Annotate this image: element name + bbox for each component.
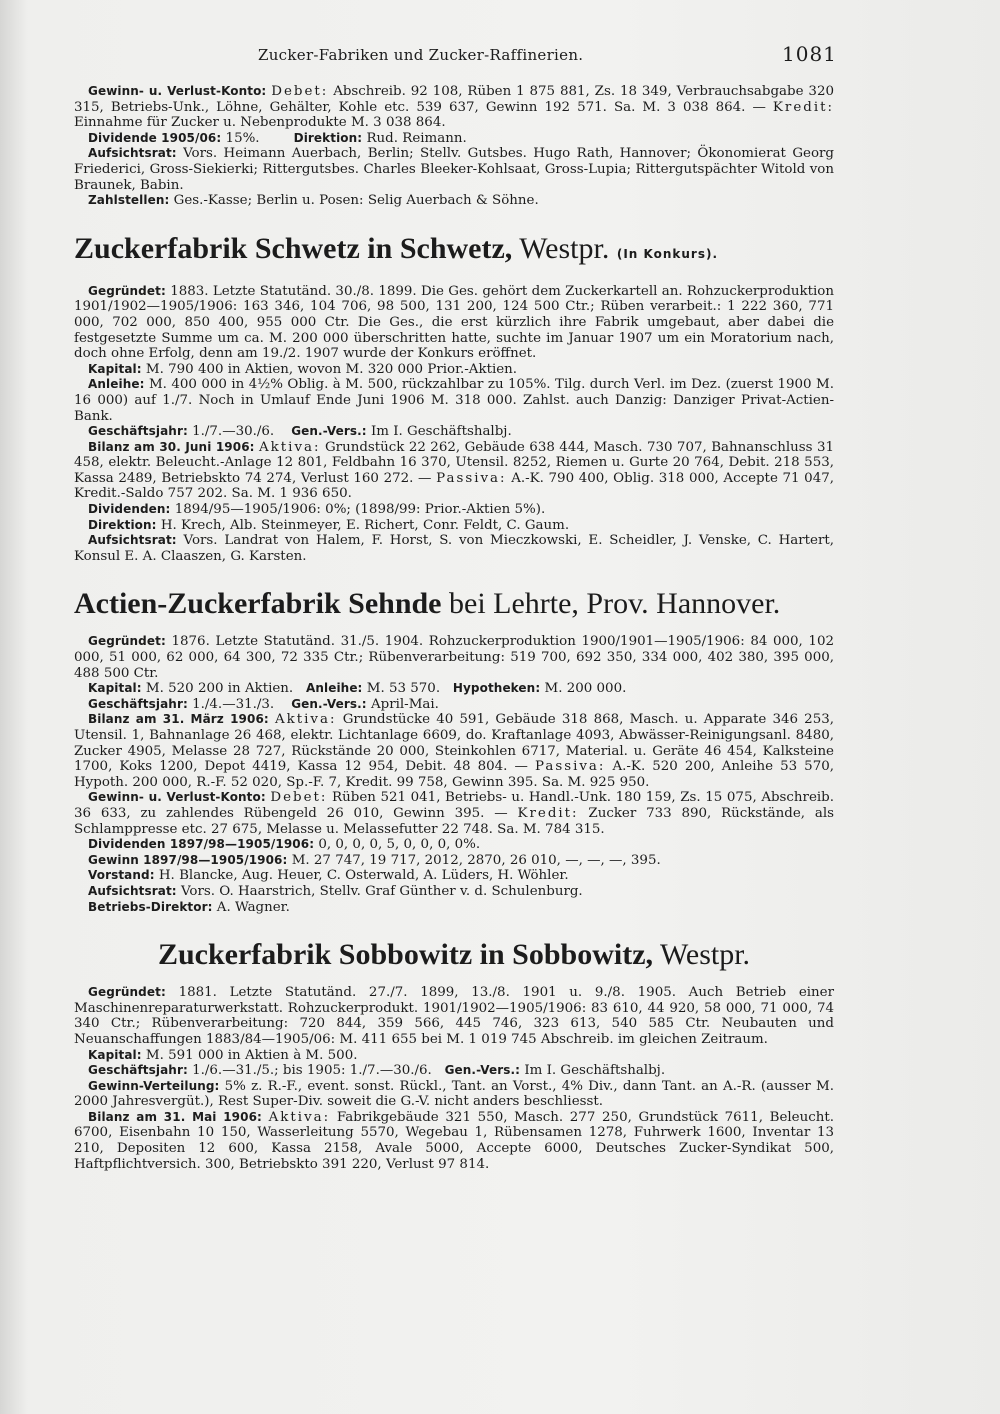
bilanz (74, 712, 834, 790)
field-label: Aufsichtsrat: (88, 533, 177, 548)
field-label: Gen.-Vers.: (444, 1063, 521, 1078)
field-value: Zucker 733 890, Rückstände, als Schlamppresse etc. 27 675, Melasse u. Melassefutter 22 748. Sa. M. 784 315. (74, 805, 834, 837)
company-name: Zuckerfabrik Schwetz in Schwetz, (74, 231, 513, 265)
kapital (74, 362, 834, 378)
kredit-label: Kredit: (772, 99, 834, 115)
field-label: Gen.-Vers.: (291, 696, 367, 711)
field-value: M. 400 000 in 4½% Oblig. à M. 500, rückzahlbar zu 105%. Tilg. durch Verl. im Dez. (zuerst 1900 M. 16 000) auf 1./7. Noch in Umlauf Ende Juni 1906 M. 318 000. Zahlst. auch Danzig: Danziger Privat-Actien-Bank. (74, 377, 834, 424)
field-value: Rud. Reimann. (366, 130, 467, 146)
entry-sobbowitz (74, 937, 834, 1172)
gewinn-verlust-konto (74, 84, 834, 131)
geschaeftsjahr (74, 1063, 834, 1079)
vorstand (74, 868, 834, 884)
gewinn (74, 853, 834, 869)
dividenden (74, 837, 834, 853)
field-label: Geschäftsjahr: (88, 696, 188, 711)
field-label: Kapital: (88, 1047, 142, 1062)
field-value: Vors. O. Haarstrich, Stellv. Graf Günther v. d. Schulenburg. (180, 883, 583, 899)
field-value: M. 520 200 in Aktien. (145, 681, 294, 697)
field-value: 5% z. R.-F., event. sonst. Rückl., Tant. an Vorst., 4% Div., dann Tant. an A.-R. (ausser M. 2000 Jahresvergüt.), Rest Super-Div. soweit die G.-V. nicht anders beschliesst. (74, 1078, 834, 1110)
field-value: Im I. Geschäftshalbj. (524, 1063, 666, 1079)
field-value: Fabrikgebäude 321 550, Masch. 277 250, Grundstück 7611, Beleucht. 6700, Eisenbahn 10 150, Wasserleitung 5570, Wegebau 1, Rübensamen 1278, Fuhrwerk 1600, Inventar 13 210, Depositen 12 600, Kassa 2158, Avale 5000, Accepte 6000, Deutsches Zucker-Syndikat 500, Haftpflichtversich. 300, Betriebskto 391 220, Verlust 97 814. (74, 1109, 834, 1172)
field-value: 15%. (225, 130, 260, 146)
field-value: 1./7.—30./6. (192, 424, 275, 440)
field-value: A.-K. 790 400, Oblig. 318 000, Accepte 71 047, Kredit.-Saldo 757 202. Sa. M. 1 936 650. (74, 470, 834, 502)
passiva-label: Passiva: (534, 759, 606, 775)
field-value: M. 790 400 in Aktien, wovon M. 320 000 Prior.-Aktien. (145, 361, 518, 377)
field-label: Dividenden: (88, 502, 171, 517)
field-label: Gegründet: (88, 985, 166, 1000)
field-value: M. 53 570. (366, 681, 441, 697)
field-label: Geschäftsjahr: (88, 424, 188, 439)
field-value: 1./6.—31./5.; bis 1905: 1./7.—30./6. (192, 1063, 432, 1079)
field-label: Aufsichtsrat: (88, 146, 177, 161)
field-label: Betriebs-Direktor: (88, 899, 213, 914)
field-value: Rüben 521 041, Betriebs- u. Handl.-Unk. 180 159, Zs. 15 075, Abschreib. 36 633, zu zahlendes Rübengeld 26 010, Gewinn 395. — (74, 790, 834, 821)
field-label: Gen.-Vers.: (291, 424, 367, 439)
field-value: 1883. Letzte Statutänd. 30./8. 1899. Die Ges. gehört dem Zuckerkartell an. Rohzuckerproduktion 1901/1902—1905/1906: 163 346, 104 706, 98 500, 131 200, 124 500 Ctr.; Rüben verarbeit.: 1 222 360, 771 000, 702 000, 850 400, 955 000 Ctr. Die Ges., die erst kürzlich ihre Fabrik umgebaut, aber dabei die festgesetzte Summe um ca. M. 200 000 überschritten hatte, suchte im Januar 1907 um ein Moratorium nach, doch ohne Erfolg, denn am 19./2. 1907 wurde der Konkurs eröffnet. (74, 283, 834, 362)
running-title: Zucker-Fabriken und Zucker-Raffinerien. (258, 46, 584, 64)
status-tag: (In Konkurs). (616, 246, 719, 261)
betriebs-direktor (74, 900, 834, 916)
direktion (74, 518, 834, 534)
bilanz (74, 440, 834, 502)
kapital-anleihe-hypotheken (74, 681, 834, 697)
kapital (74, 1048, 834, 1064)
field-value: A. Wagner. (216, 899, 290, 915)
field-value: Grundstück 22 262, Gebäude 638 444, Masch. 730 707, Bahnanschluss 31 458, elektr. Beleucht.-Anlage 12 801, Feldbahn 16 370, Utensil. 8252, Riemen u. Gurte 20 764, Debit. 218 553, Kassa 2489, Betriebskto 74 274, Verlust 160 272. — (74, 439, 834, 486)
field-label: Dividende 1905/06: (88, 130, 222, 145)
field-label: Dividenden 1897/98—1905/1906: (88, 837, 315, 852)
field-label: Kapital: (88, 361, 142, 376)
field-value: A.-K. 520 200, Anleihe 53 570, Hypoth. 200 000, R.-F. 52 020, Sp.-F. 7, Kredit. 99 758, Gewinn 395. Sa. M. 925 950. (74, 759, 834, 790)
page-number: 1081 (782, 42, 837, 66)
company-title (74, 231, 834, 272)
aktiva-label: Aktiva: (268, 1109, 331, 1125)
company-title (74, 937, 834, 973)
passiva-label: Passiva: (436, 470, 507, 486)
field-label: Zahlstellen: (88, 193, 170, 208)
field-value: 1881. Letzte Statutänd. 27./7. 1899, 13./8. 1901 u. 9./8. 1905. Auch Betrieb einer Maschinenreparaturwerkstatt. Rohzuckerprodukt. 1901/1902—1905/1906: 83 610, 44 920, 58 000, 71 000, 74 340 Ctr.; Rübenverarbeitung: 720 844, 359 566, 445 746, 323 613, 540 585 Ctr. Neubauten und Neuanschaffungen 1883/84—1905/06: M. 411 655 bei M. 1 019 745 Abschreib. im gleichen Zeitraum. (74, 985, 834, 1047)
field-label: Gegründet: (88, 634, 166, 649)
field-value: 0, 0, 0, 0, 5, 0, 0, 0, 0%. (318, 837, 481, 853)
field-label: Gewinn- u. Verlust-Konto: (88, 790, 266, 805)
entry-schwetz (74, 231, 834, 565)
field-value: H. Blancke, Aug. Heuer, C. Osterwald, A. Lüders, H. Wöhler. (158, 868, 569, 884)
aktiva-label: Aktiva: (259, 439, 321, 455)
field-value: Einnahme für Zucker u. Nebenprodukte M. 3 038 864. (74, 115, 446, 131)
debet-label: Debet: (270, 790, 328, 806)
entry-sehnde (74, 586, 834, 915)
field-value: Im I. Geschäftshalbj. (370, 424, 512, 440)
gewinn-verlust-konto (74, 790, 834, 837)
field-label: Direktion: (88, 517, 157, 532)
bilanz (74, 1110, 834, 1172)
field-label: Bilanz am 31. Mai 1906: (88, 1109, 262, 1124)
gegruendet (74, 985, 834, 1047)
zahlstellen (74, 193, 834, 209)
field-label: Hypotheken: (452, 681, 541, 696)
company-title (74, 586, 834, 622)
field-value: H. Krech, Alb. Steinmeyer, E. Richert, Conr. Feldt, C. Gaum. (160, 517, 570, 533)
field-label: Direktion: (293, 130, 363, 145)
gegruendet (74, 634, 834, 681)
field-value: M. 27 747, 19 717, 2012, 2870, 26 010, —, —, —, 395. (291, 852, 661, 868)
field-label: Kapital: (88, 681, 142, 696)
gewinn-verteilung (74, 1079, 834, 1110)
dividenden (74, 502, 834, 518)
company-place: Westpr. (519, 231, 610, 265)
field-label: Anleihe: (305, 681, 363, 696)
field-value: M. 591 000 in Aktien à M. 500. (145, 1047, 358, 1063)
field-value: Vors. Heimann Auerbach, Berlin; Stellv. Gutsbes. Hugo Rath, Hannover; Ökonomierat Georg Friederici, Gross-Siekierki; Rittergutsbes. Charles Bleeker-Kohlsaat, Gross-Lupia; Rittergutspächter Witold von Braunek, Babin. (74, 146, 834, 193)
field-value: M. 200 000. (544, 681, 627, 697)
field-label: Bilanz am 30. Juni 1906: (88, 439, 255, 454)
debet-label: Debet: (271, 84, 329, 99)
field-value: Abschreib. 92 108, Rüben 1 875 881, Zs. 18 349, Verbrauchsabgabe 320 315, Betriebs-Unk., Löhne, Gehälter, Kohle etc. 539 637, Gewinn 192 571. Sa. M. 3 038 864. — (74, 84, 834, 115)
field-value: April-Mai. (370, 696, 439, 712)
page-content (74, 84, 834, 1172)
continued-entry (74, 84, 834, 209)
field-value: Grundstücke 40 591, Gebäude 318 868, Masch. u. Apparate 346 253, Utensil. 1, Bahnanlage 26 468, elektr. Lichtanlage 6609, do. Kraftanlage 4093, Abwässer-Reinigungsanl. 8480, Zucker 4905, Melasse 28 727, Rückstände 20 000, Steinkohlen 6717, Material. u. Geräte 46 454, Kalksteine 1700, Koks 1200, Depot 4419, Kassa 12 954, Debit. 48 804. — (74, 712, 834, 775)
field-label: Gegründet: (88, 283, 166, 298)
field-label: Vorstand: (88, 868, 155, 883)
field-label: Gewinn 1897/98—1905/1906: (88, 852, 288, 867)
field-value: 1./4.—31./3. (192, 696, 275, 712)
field-value: Ges.-Kasse; Berlin u. Posen: Selig Auerbach & Söhne. (173, 193, 539, 209)
field-value: 1894/95—1905/1906: 0%; (1898/99: Prior.-Aktien 5%). (174, 502, 546, 518)
aktiva-label: Aktiva: (274, 712, 337, 728)
field-label: Gewinn-Verteilung: (88, 1078, 220, 1093)
company-place: Westpr. (659, 938, 751, 972)
field-label: Anleihe: (88, 377, 145, 392)
field-label: Gewinn- u. Verlust-Konto: (88, 84, 267, 98)
page-header (0, 40, 1000, 70)
aufsichtsrat (74, 146, 834, 193)
company-name: Actien-Zuckerfabrik Sehnde (74, 587, 442, 621)
dividende-direktion (74, 131, 834, 147)
field-value: Vors. Landrat von Halem, F. Horst, S. von Mieczkowski, E. Scheidler, J. Venske, C. Hartert, Konsul E. A. Claaszen, G. Karsten. (74, 533, 835, 564)
gegruendet (74, 284, 834, 362)
field-label: Bilanz am 31. März 1906: (88, 712, 269, 727)
geschaeftsjahr (74, 424, 834, 440)
kredit-label: Kredit: (517, 805, 579, 821)
company-name: Zuckerfabrik Sobbowitz in Sobbowitz, (157, 938, 654, 972)
aufsichtsrat (74, 884, 834, 900)
anleihe (74, 377, 834, 424)
field-label: Aufsichtsrat: (88, 883, 177, 898)
field-value: 1876. Letzte Statutänd. 31./5. 1904. Rohzuckerproduktion 1900/1901—1905/1906: 84 000, 102 000, 51 000, 62 000, 64 300, 72 335 Ctr.; Rübenverarbeitung: 519 700, 692 350, 334 000, 402 380, 395 000, 488 500 Ctr. (74, 634, 834, 681)
company-place: bei Lehrte, Prov. Hannover. (449, 587, 781, 621)
field-label: Geschäftsjahr: (88, 1063, 188, 1078)
geschaeftsjahr (74, 697, 834, 713)
aufsichtsrat (74, 533, 834, 564)
